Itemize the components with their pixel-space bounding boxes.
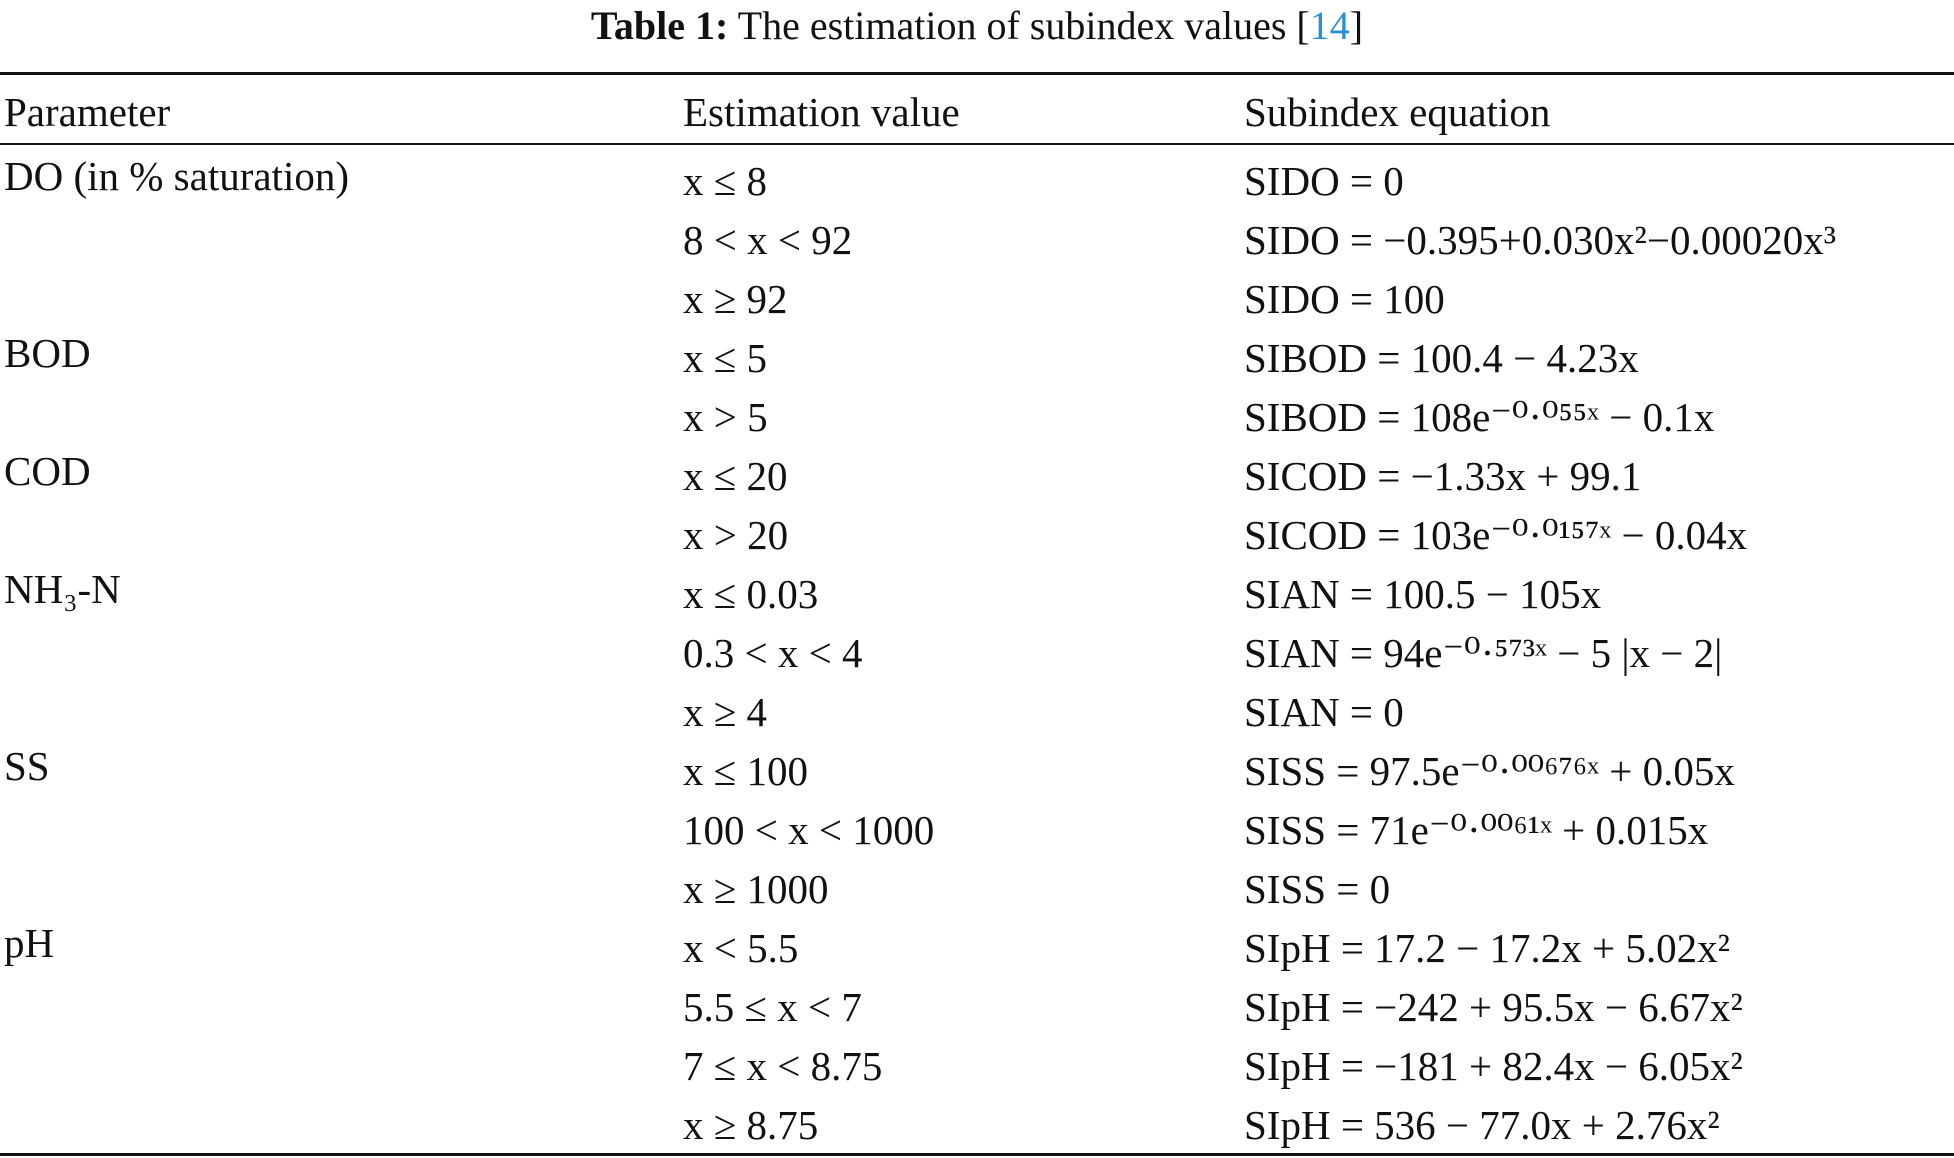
- estimation-cell: x ≥ 92: [683, 276, 788, 322]
- equation-cell: SICOD = 103e⁻⁰·⁰¹⁵⁷ˣ − 0.04x: [1244, 512, 1748, 558]
- equation-cell: SIAN = 94e⁻⁰·⁵⁷³ˣ − 5 |x − 2|: [1244, 630, 1723, 676]
- estimation-cell: 0.3 < x < 4: [683, 630, 863, 676]
- top-rule: [0, 72, 1954, 75]
- header-rule: [0, 143, 1954, 145]
- estimation-cell: x > 5: [683, 394, 768, 440]
- table-caption: [0, 0, 1954, 52]
- estimation-cell: x < 5.5: [683, 925, 799, 971]
- table-row: [0, 329, 1954, 388]
- table-row: [0, 506, 1954, 565]
- equation-cell: SIDO = −0.395+0.030x²−0.00020x³: [1244, 217, 1836, 263]
- header-subindex-equation: Subindex equation: [1244, 89, 1551, 135]
- header-parameter: Parameter: [4, 89, 171, 135]
- table-row: [0, 1037, 1954, 1096]
- table-row: [0, 1096, 1954, 1155]
- equation-cell: SISS = 97.5e⁻⁰·⁰⁰⁶⁷⁶ˣ + 0.05x: [1244, 748, 1735, 794]
- table-row: [0, 860, 1954, 919]
- estimation-cell: x > 20: [683, 512, 789, 558]
- equation-cell: SIAN = 0: [1244, 689, 1404, 735]
- header-estimation-value: Estimation value: [683, 89, 960, 135]
- estimation-cell: 8 < x < 92: [683, 217, 853, 263]
- bottom-rule: [0, 1153, 1954, 1156]
- table-row: [0, 447, 1954, 506]
- estimation-cell: x ≤ 8: [683, 158, 768, 204]
- table-row: [0, 683, 1954, 742]
- estimation-cell: 5.5 ≤ x < 7: [683, 984, 862, 1030]
- parameter-cell: COD: [4, 448, 91, 494]
- estimation-cell: x ≥ 4: [683, 689, 768, 735]
- estimation-cell: 7 ≤ x < 8.75: [683, 1043, 883, 1089]
- parameter-cell: BOD: [4, 330, 91, 376]
- estimation-cell: 100 < x < 1000: [683, 807, 935, 853]
- table-row: [0, 624, 1954, 683]
- table-row: [0, 565, 1954, 624]
- parameter-cell: DO (in % saturation): [4, 153, 349, 199]
- table-row: [0, 801, 1954, 860]
- table-row: [0, 270, 1954, 329]
- table-row: [0, 152, 1954, 211]
- table-row: [0, 211, 1954, 270]
- estimation-cell: x ≤ 100: [683, 748, 809, 794]
- estimation-cell: x ≤ 0.03: [683, 571, 819, 617]
- parameter-cell: pH: [4, 920, 55, 966]
- parameter-cell: NH₃-N: [4, 566, 121, 612]
- parameter-cell: SS: [4, 743, 50, 789]
- equation-cell: SICOD = −1.33x + 99.1: [1244, 453, 1642, 499]
- equation-cell: SIpH = −181 + 82.4x − 6.05x²: [1244, 1043, 1743, 1089]
- equation-cell: SIAN = 100.5 − 105x: [1244, 571, 1602, 617]
- equation-cell: SISS = 0: [1244, 866, 1391, 912]
- equation-cell: SIDO = 100: [1244, 276, 1445, 322]
- estimation-cell: x ≤ 5: [683, 335, 768, 381]
- equation-cell: SIpH = −242 + 95.5x − 6.67x²: [1244, 984, 1743, 1030]
- table-row: [0, 388, 1954, 447]
- estimation-cell: x ≥ 1000: [683, 866, 829, 912]
- caption-close: ]: [1349, 3, 1364, 48]
- estimation-cell: x ≤ 20: [683, 453, 788, 499]
- table-row: [0, 978, 1954, 1037]
- table-row: [0, 919, 1954, 978]
- equation-cell: SIpH = 17.2 − 17.2x + 5.02x²: [1244, 925, 1730, 971]
- citation-link[interactable]: 14: [1309, 3, 1350, 48]
- estimation-cell: x ≥ 8.75: [683, 1102, 819, 1148]
- equation-cell: SIDO = 0: [1244, 158, 1404, 204]
- equation-cell: SIBOD = 108e⁻⁰·⁰⁵⁵ˣ − 0.1x: [1244, 394, 1715, 440]
- equation-cell: SISS = 71e⁻⁰·⁰⁰⁶¹ˣ + 0.015x: [1244, 807, 1709, 853]
- equation-cell: SIBOD = 100.4 − 4.23x: [1244, 335, 1639, 381]
- equation-cell: SIpH = 536 − 77.0x + 2.76x²: [1244, 1102, 1720, 1148]
- caption-text: The estimation of subindex values [: [737, 3, 1310, 48]
- table-row: [0, 742, 1954, 801]
- table-label: Table 1:: [590, 3, 729, 48]
